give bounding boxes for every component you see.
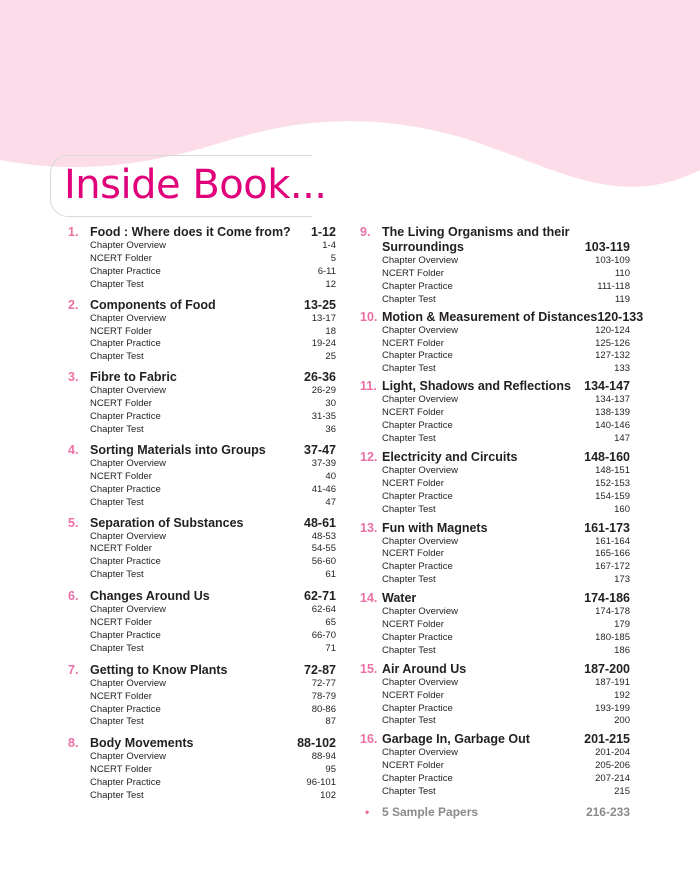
subitem-pages: 19-24 [311,338,336,350]
subitem-label: Chapter Test [90,351,144,363]
subitem-pages: 87 [325,716,336,728]
subitem-pages: 134-137 [595,394,630,406]
chapter-pages: 120-133 [597,309,644,324]
chapter-entry [360,521,630,588]
subitem-label: NCERT Folder [90,398,152,410]
chapter-subitem [90,716,336,729]
chapter-subitem [90,617,336,630]
subitem-label: Chapter Test [90,642,144,654]
subitem-label: Chapter Overview [382,394,459,406]
chapter-subitem [382,703,630,716]
chapter-heading [68,443,336,458]
subitem-pages: 96-101 [306,777,336,789]
subitem-pages: 140-146 [595,420,630,432]
toc-right-column [360,225,644,819]
chapter-entry [68,225,336,292]
subitem-label: Chapter Overview [382,606,459,618]
subitem-label: Chapter Overview [90,240,167,251]
subitem-label: Chapter Practice [382,773,453,785]
chapter-title: Fibre to Fabric [90,370,177,385]
chapter-title: Light, Shadows and Reflections [382,379,571,394]
subitem-pages: 78-79 [311,690,336,702]
subitem-pages: 186 [614,644,630,656]
chapter-title: Changes Around Us [90,589,210,604]
subitem-pages: 56-60 [311,556,336,568]
subitem-label: NCERT Folder [90,764,152,776]
subitem-pages: 13-17 [311,312,336,324]
chapter-title: Sorting Materials into Groups [90,442,266,457]
chapter-heading [360,591,630,606]
chapter-number: 11. [360,379,377,394]
chapter-entry [68,370,336,437]
chapter-subitem [382,773,630,786]
subitem-pages: 25 [325,351,336,363]
subitem-label: NCERT Folder [382,760,444,772]
chapter-pages: 161-173 [584,520,630,535]
subitem-label: Chapter Overview [90,530,167,542]
subitem-label: Chapter Practice [90,265,161,277]
chapter-title: Components of Food [90,297,216,312]
chapter-entry [68,443,336,510]
chapter-subitem [90,678,336,691]
chapter-pages: 48-61 [304,515,336,530]
subitem-pages: 41-46 [311,483,336,495]
chapter-subitem [90,338,336,351]
subitem-label: Chapter Test [382,574,436,586]
subitem-pages: 173 [614,574,630,586]
subitem-label: Chapter Overview [382,535,459,547]
subitem-label: Chapter Overview [90,385,167,397]
subitem-pages: 1-4 [322,240,336,251]
subitem-pages: 125-126 [595,337,630,349]
page-title: Inside Book... [64,162,327,208]
chapter-pages: 13-25 [304,297,336,312]
subitem-label: NCERT Folder [382,267,444,279]
subitem-pages: 26-29 [311,385,336,397]
chapter-pages: 187-200 [584,661,630,676]
chapter-subitem [90,253,336,266]
chapter-heading [360,521,630,536]
chapter-subitem [382,561,630,574]
chapter-pages: 26-36 [304,370,336,385]
subitem-pages: 160 [614,503,630,515]
chapter-subitem [90,777,336,790]
chapter-heading [68,516,336,531]
chapter-subitem [90,630,336,643]
subitem-label: Chapter Test [382,715,436,727]
subitem-label: Chapter Practice [382,280,453,292]
subitem-pages: 138-139 [595,407,630,419]
chapter-subitem [90,484,336,497]
sample-papers-label: 5 Sample Papers [382,805,479,819]
subitem-label: Chapter Practice [382,561,453,573]
subitem-pages: 201-204 [595,747,630,759]
chapter-heading [68,589,336,604]
subitem-pages: 192 [614,689,630,701]
subitem-label: Chapter Overview [382,324,459,336]
chapter-number: 1. [68,225,79,239]
chapter-subitem [90,326,336,339]
chapter-heading [360,379,630,394]
chapter-subitem [382,574,630,587]
subitem-label: NCERT Folder [90,543,152,555]
toc-left-column [68,225,336,803]
subitem-pages: 72-77 [311,677,336,689]
subitem-pages: 193-199 [595,702,630,714]
subitem-pages: 18 [325,325,336,337]
chapter-number: 9. [360,225,371,239]
chapter-heading [68,370,336,385]
bullet-icon: • [365,805,370,819]
chapter-entry [360,732,630,799]
chapter-subitem [382,268,630,281]
chapter-subitem [90,351,336,364]
subitem-pages: 61 [325,569,336,581]
chapter-subitem [382,478,630,491]
subitem-pages: 148-151 [595,464,630,476]
chapter-subitem [90,643,336,656]
subitem-label: Chapter Overview [90,751,167,763]
chapter-heading [68,663,336,678]
chapter-subitem [90,240,336,253]
subitem-pages: 48-53 [311,530,336,542]
chapter-pages: 103-119 [584,240,630,254]
subitem-pages: 31-35 [311,411,336,423]
chapter-subitem [382,491,630,504]
chapter-heading [68,298,336,313]
chapter-subitem [382,433,630,446]
chapter-subitem [382,363,630,376]
subitem-label: Chapter Practice [90,556,161,568]
subitem-pages: 88-94 [311,751,336,763]
chapter-number: 12. [360,449,378,464]
subitem-label: Chapter Overview [382,464,459,476]
subitem-label: Chapter Test [90,790,144,802]
chapter-subitem [382,350,630,363]
subitem-label: Chapter Practice [90,703,161,715]
chapter-subitem [90,543,336,556]
chapter-heading [360,450,630,465]
chapter-subitem [90,704,336,717]
chapter-entry [360,379,630,446]
subitem-pages: 5 [330,252,336,264]
chapter-pages: 62-71 [304,589,336,604]
subitem-pages: 36 [325,423,336,435]
subitem-label: Chapter Test [90,716,144,728]
chapter-entry [360,662,630,729]
chapter-subitem [382,420,630,433]
chapter-title: Getting to Know Plants [90,662,228,677]
chapter-pages: 201-215 [584,732,630,747]
subitem-pages: 205-206 [595,760,630,772]
chapter-subitem [382,338,630,351]
subitem-pages: 161-164 [595,535,630,547]
subitem-pages: 187-191 [595,676,630,688]
subitem-pages: 133 [614,363,630,375]
chapter-number: 16. [360,732,378,747]
chapter-subitem [90,497,336,510]
subitem-label: NCERT Folder [382,477,444,489]
chapter-title: Garbage In, Garbage Out [382,732,530,747]
chapter-heading [360,662,630,677]
subitem-pages: 47 [325,496,336,508]
chapter-subitem [90,604,336,617]
chapter-subitem [90,279,336,292]
subitem-pages: 54-55 [311,543,336,555]
subitem-label: Chapter Practice [90,411,161,423]
subitem-label: Chapter Test [90,496,144,508]
chapter-subitem [382,325,630,338]
subitem-pages: 179 [614,619,630,631]
subitem-label: NCERT Folder [382,619,444,631]
chapter-number: 13. [360,520,378,535]
chapter-subitem [382,645,630,658]
chapter-pages: 37-47 [304,442,336,457]
subitem-label: Chapter Overview [90,457,167,469]
chapter-subitem [90,385,336,398]
subitem-label: NCERT Folder [382,337,444,349]
subitem-label: Chapter Practice [90,629,161,641]
chapter-subitem [382,294,630,307]
chapter-number: 15. [360,661,378,676]
chapter-number: 4. [68,442,79,457]
chapter-subitem [90,266,336,279]
chapter-title: Body Movements [90,736,194,751]
subitem-pages: 12 [325,278,336,290]
chapter-subitem [90,471,336,484]
chapter-subitem [382,606,630,619]
chapter-entry [68,663,336,730]
subitem-label: Chapter Test [382,432,436,444]
subitem-pages: 154-159 [595,490,630,502]
chapter-subitem [382,690,630,703]
subitem-pages: 120-124 [595,324,630,336]
chapter-subitem [90,751,336,764]
subitem-label: Chapter Overview [382,747,459,759]
chapter-subitem [90,458,336,471]
chapter-subitem [382,677,630,690]
chapter-entry [360,591,630,658]
chapter-number: 6. [68,589,79,604]
chapter-pages: 88-102 [297,736,336,751]
subitem-pages: 30 [325,398,336,410]
chapter-title: Food : Where does it Come from? [90,225,291,239]
subitem-pages: 71 [325,642,336,654]
chapter-subitem [90,764,336,777]
subitem-label: NCERT Folder [382,407,444,419]
subitem-pages: 215 [614,786,630,798]
chapter-title: Motion & Measurement of Distances [382,309,598,324]
subitem-label: Chapter Overview [90,677,167,689]
subitem-label: NCERT Folder [382,689,444,701]
subitem-pages: 167-172 [595,561,630,573]
subitem-label: Chapter Practice [90,483,161,495]
subitem-label: Chapter Test [382,293,436,305]
chapter-number: 2. [68,297,79,312]
subitem-label: NCERT Folder [90,470,152,482]
subitem-pages: 127-132 [595,350,630,362]
chapter-entry [68,736,336,803]
chapter-subitem [382,465,630,478]
chapter-title: Electricity and Circuits [382,449,518,464]
chapter-subitem [382,548,630,561]
subitem-pages: 180-185 [595,631,630,643]
chapter-subitem [382,255,630,268]
chapter-subitem [382,619,630,632]
subitem-pages: 102 [320,790,336,802]
chapter-number: 7. [68,662,79,677]
subitem-pages: 110 [614,267,630,279]
subitem-label: Chapter Practice [90,338,161,350]
subitem-pages: 65 [325,617,336,629]
subitem-label: Chapter Practice [382,702,453,714]
chapter-subitem [90,424,336,437]
chapter-heading-line2 [360,240,630,255]
subitem-pages: 37-39 [311,457,336,469]
chapter-subitem [382,715,630,728]
subitem-label: Chapter Test [90,569,144,581]
subitem-pages: 40 [325,470,336,482]
chapter-number: 8. [68,736,79,751]
subitem-pages: 111-118 [597,280,630,292]
subitem-pages: 119 [614,293,630,305]
sample-papers-entry [360,805,630,819]
subitem-label: Chapter Overview [90,604,167,616]
chapter-subitem [382,407,630,420]
subitem-label: Chapter Test [382,786,436,798]
chapter-subitem [382,536,630,549]
chapter-number: 3. [68,370,79,385]
subitem-label: NCERT Folder [90,325,152,337]
subitem-label: Chapter Overview [382,676,459,688]
subitem-pages: 80-86 [311,703,336,715]
chapter-subitem [382,394,630,407]
chapter-heading [68,736,336,751]
chapter-entry [68,516,336,583]
subitem-pages: 165-166 [595,548,630,560]
chapter-title: Fun with Magnets [382,520,488,535]
subitem-label: NCERT Folder [382,548,444,560]
subitem-pages: 66-70 [311,629,336,641]
subitem-label: NCERT Folder [90,252,152,264]
chapter-heading [360,309,644,325]
chapter-heading [360,225,630,240]
chapter-title: Separation of Substances [90,515,244,530]
chapter-title-cont: Surroundings [382,240,464,254]
subitem-label: NCERT Folder [90,617,152,629]
subitem-pages: 95 [325,764,336,776]
chapter-number: 5. [68,515,79,530]
chapter-pages: 148-160 [584,449,630,464]
chapter-subitem [382,281,630,294]
subitem-label: Chapter Practice [382,631,453,643]
chapter-heading [68,225,336,240]
subitem-label: Chapter Practice [382,350,453,362]
chapter-subitem [90,531,336,544]
chapter-heading [360,732,630,747]
subitem-label: Chapter Test [382,363,436,375]
subitem-pages: 147 [614,432,630,444]
chapter-subitem [382,632,630,645]
subitem-pages: 152-153 [595,477,630,489]
subitem-pages: 200 [614,715,630,727]
subitem-label: Chapter Overview [90,312,167,324]
chapter-subitem [382,504,630,517]
chapter-pages: 1-12 [310,225,336,239]
chapter-entry [68,298,336,365]
subitem-label: Chapter Test [90,423,144,435]
chapter-subitem [90,790,336,803]
subitem-pages: 6-11 [317,265,336,277]
subitem-label: Chapter Practice [90,777,161,789]
chapter-entry [360,309,644,377]
chapter-pages: 174-186 [584,591,630,606]
chapter-pages: 72-87 [304,662,336,677]
subitem-label: Chapter Practice [382,420,453,432]
subitem-pages: 62-64 [311,604,336,616]
chapter-entry [360,450,630,517]
chapter-title: Water [382,591,417,606]
subitem-label: NCERT Folder [90,690,152,702]
chapter-title: The Living Organisms and their [382,225,570,239]
subitem-label: Chapter Test [90,278,144,290]
subitem-label: Chapter Test [382,503,436,515]
subitem-pages: 207-214 [595,773,630,785]
chapter-subitem [90,569,336,582]
subitem-pages: 174-178 [595,606,630,618]
subitem-label: Chapter Test [382,644,436,656]
chapter-subitem [90,691,336,704]
chapter-entry [68,589,336,656]
subitem-pages: 103-109 [595,255,630,266]
chapter-subitem [90,411,336,424]
chapter-title: Air Around Us [382,661,467,676]
chapter-number: 14. [360,591,378,606]
subitem-label: Chapter Practice [382,490,453,502]
chapter-entry [360,225,630,307]
chapter-subitem [382,786,630,799]
chapter-subitem [90,313,336,326]
sample-papers-pages: 216-233 [585,805,630,819]
chapter-subitem [90,556,336,569]
chapter-number: 10. [360,309,378,324]
subitem-label: Chapter Overview [382,255,459,266]
chapter-subitem [90,398,336,411]
chapter-subitem [382,760,630,773]
chapter-pages: 134-147 [584,379,630,394]
chapter-subitem [382,747,630,760]
